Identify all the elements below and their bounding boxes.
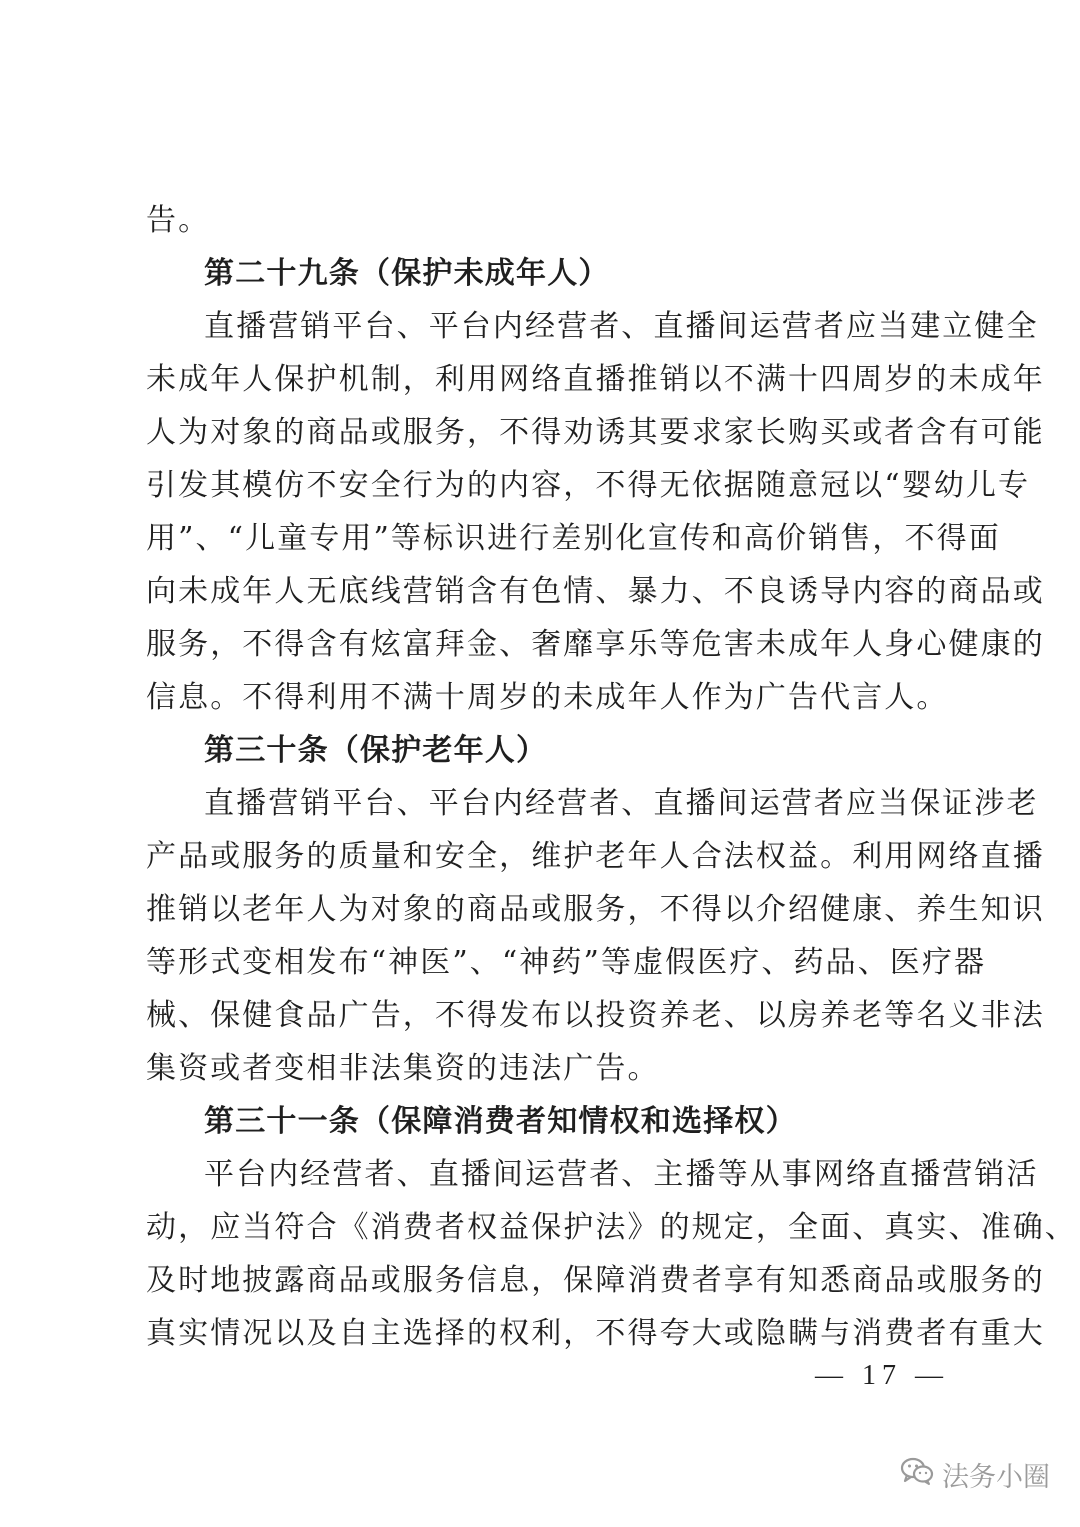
body-line: 直播营销平台、平台内经营者、直播间运营者应当建立健全 [204, 309, 1039, 344]
body-line: 用”、“儿童专用”等标识进行差别化宣传和高价销售，不得面 [146, 521, 1001, 556]
body-line: 人为对象的商品或服务，不得劝诱其要求家长购买或者含有可能 [146, 415, 1045, 450]
body-line: 向未成年人无底线营销含有色情、暴力、不良诱导内容的商品或 [146, 574, 1045, 609]
body-line: 械、保健食品广告，不得发布以投资养老、以房养老等名义非法 [146, 998, 1045, 1033]
wechat-icon [900, 1456, 934, 1493]
page-number: — 17 — [815, 1360, 949, 1391]
body-line: 未成年人保护机制，利用网络直播推销以不满十四周岁的未成年 [146, 362, 1045, 397]
article-29-heading: 第二十九条（保护未成年人） [204, 256, 610, 291]
body-line: 及时地披露商品或服务信息，保障消费者享有知悉商品或服务的 [146, 1263, 1045, 1298]
body-line: 等形式变相发布“神医”、“神药”等虚假医疗、药品、医疗器 [146, 945, 987, 980]
article-31-heading: 第三十一条（保障消费者知情权和选择权） [204, 1104, 797, 1139]
document-body [146, 194, 1077, 1360]
body-line: 服务，不得含有炫富拜金、奢靡享乐等危害未成年人身心健康的 [146, 627, 1045, 662]
body-line: 信息。不得利用不满十周岁的未成年人作为广告代言人。 [146, 680, 949, 715]
body-line: 动，应当符合《消费者权益保护法》的规定，全面、真实、准确、 [146, 1210, 1077, 1245]
body-line: 平台内经营者、直播间运营者、主播等从事网络直播营销活 [204, 1157, 1039, 1192]
watermark [900, 1452, 1050, 1496]
watermark-text: 法务小圈 [942, 1461, 1050, 1493]
body-line: 真实情况以及自主选择的权利，不得夸大或隐瞒与消费者有重大 [146, 1316, 1045, 1351]
body-line-continuation: 告。 [146, 203, 211, 238]
body-line: 推销以老年人为对象的商品或服务，不得以介绍健康、养生知识 [146, 892, 1045, 927]
body-line: 产品或服务的质量和安全，维护老年人合法权益。利用网络直播 [146, 839, 1045, 874]
article-30-heading: 第三十条（保护老年人） [204, 733, 548, 768]
body-line: 集资或者变相非法集资的违法广告。 [146, 1051, 660, 1086]
body-line: 直播营销平台、平台内经营者、直播间运营者应当保证涉老 [204, 786, 1039, 821]
body-line: 引发其模仿不安全行为的内容，不得无依据随意冠以“婴幼儿专 [146, 468, 1031, 503]
